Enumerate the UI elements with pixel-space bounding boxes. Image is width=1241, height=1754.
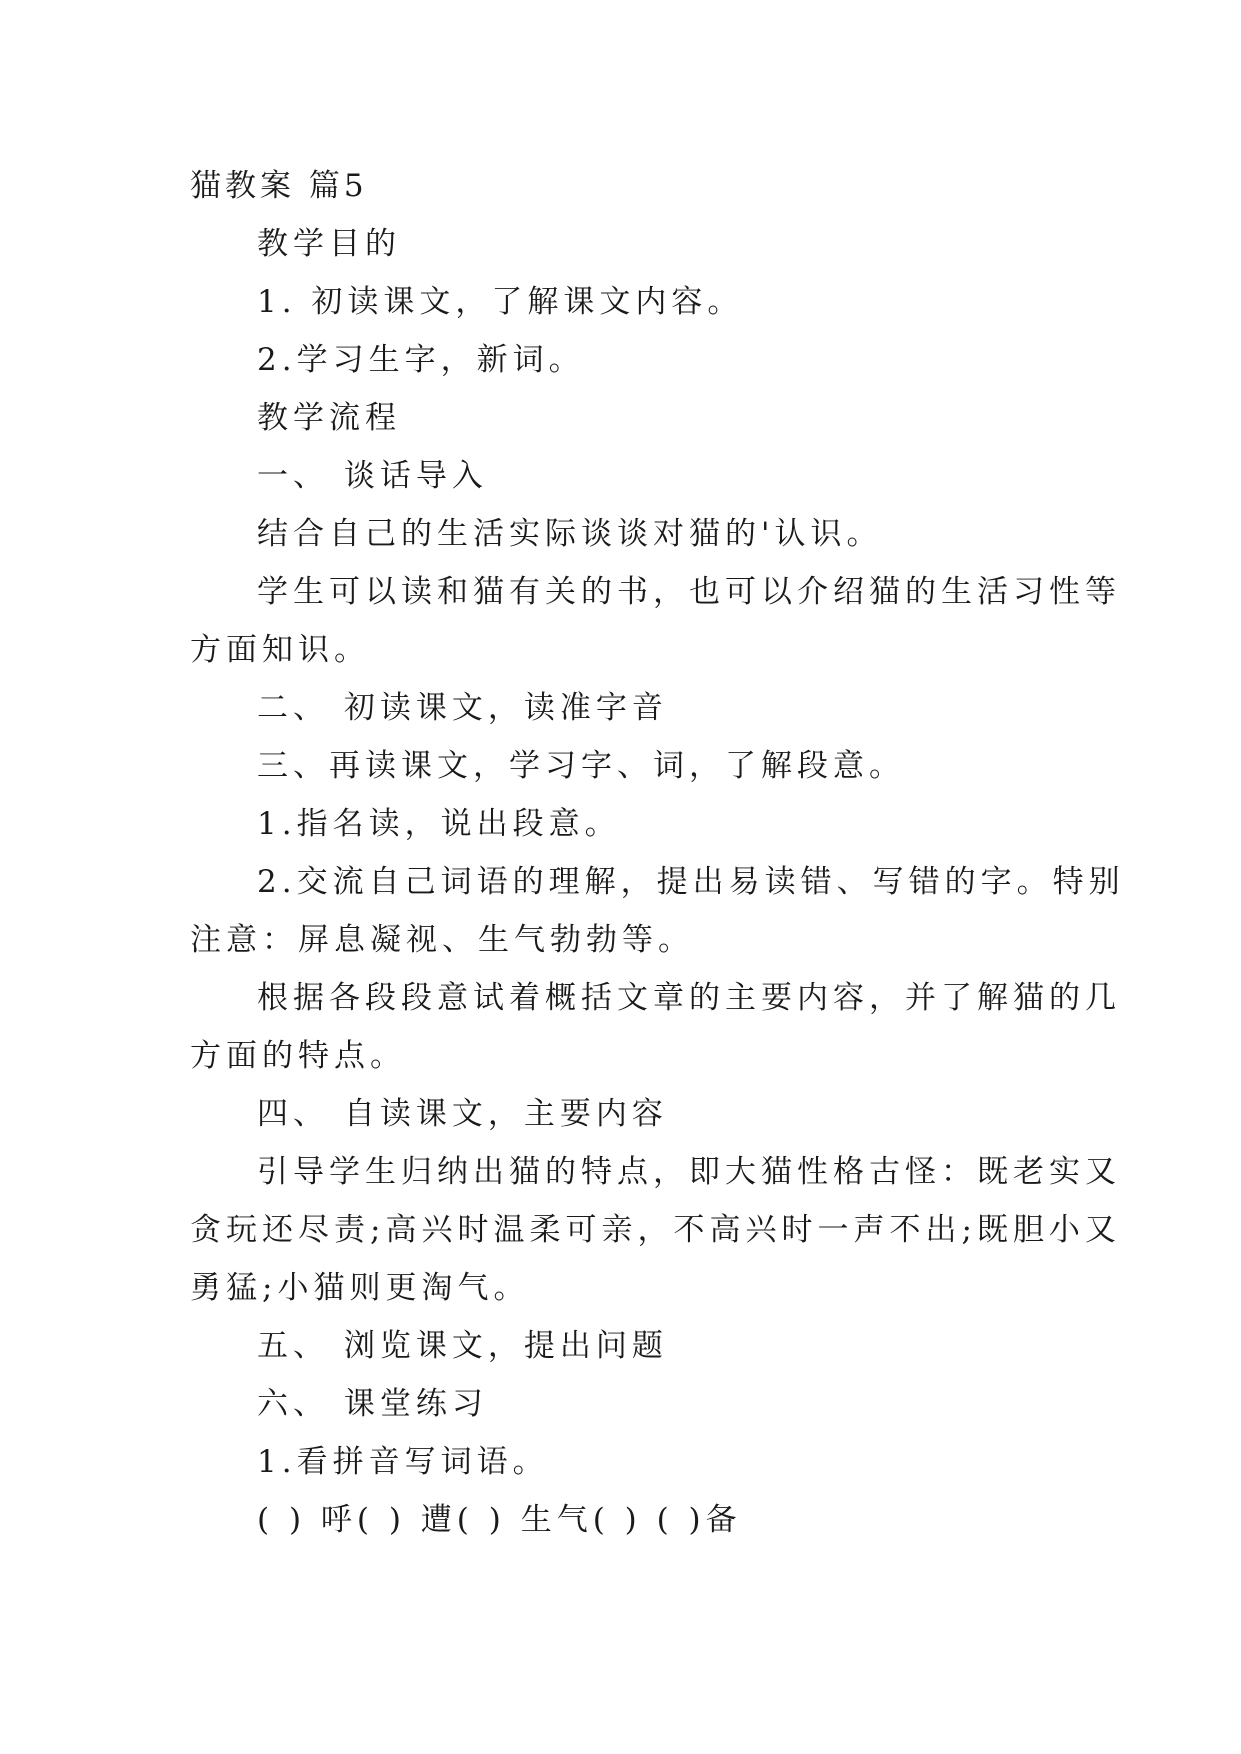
step-heading-4: 四、 自读课文，主要内容 [257,1096,668,1132]
step-heading-5: 五、 浏览课文，提出问题 [257,1328,668,1364]
exercise-item: 1.看拼音写词语。 [257,1444,549,1480]
document-title: 猫教案 篇5 [190,168,368,204]
step-heading-3: 三、再读课文，学习字、词，了解段意。 [257,748,905,784]
paragraph-line: 学生可以读和猫有关的书，也可以介绍猫的生活习性等 [257,574,1121,610]
paragraph-line: 贪玩还尽责;高兴时温柔可亲，不高兴时一声不出;既胆小又 [190,1212,1121,1248]
paragraph-line: 方面的特点。 [190,1038,406,1074]
paragraph-line: 注意：屏息凝视、生气勃勃等。 [190,922,694,958]
paragraph-line: 方面知识。 [190,632,370,668]
paragraph-line: 勇猛;小猫则更淘气。 [190,1270,530,1306]
step-heading-6: 六、 课堂练习 [257,1386,488,1422]
step-heading-1: 一、 谈话导入 [257,458,488,494]
step-heading-2: 二、 初读课文，读准字音 [257,690,668,726]
list-item: 1.指名读，说出段意。 [257,806,621,842]
list-item: 2.交流自己词语的理解，提出易读错、写错的字。特别 [257,864,1125,900]
exercise-blanks: ( ) 呼( ) 遭( ) 生气( ) ( )备 [257,1502,742,1538]
section-heading-teaching-process: 教学流程 [257,400,401,436]
paragraph-line: 引导学生归纳出猫的特点，即大猫性格古怪：既老实又 [257,1154,1121,1190]
paragraph-line: 结合自己的生活实际谈谈对猫的'认识。 [257,516,883,552]
section-heading-teaching-goals: 教学目的 [257,226,401,262]
goal-item-2: 2.学习生字，新词。 [257,342,585,378]
goal-item-1: 1. 初读课文，了解课文内容。 [257,284,744,320]
paragraph-line: 根据各段段意试着概括文章的主要内容，并了解猫的几 [257,980,1121,1016]
